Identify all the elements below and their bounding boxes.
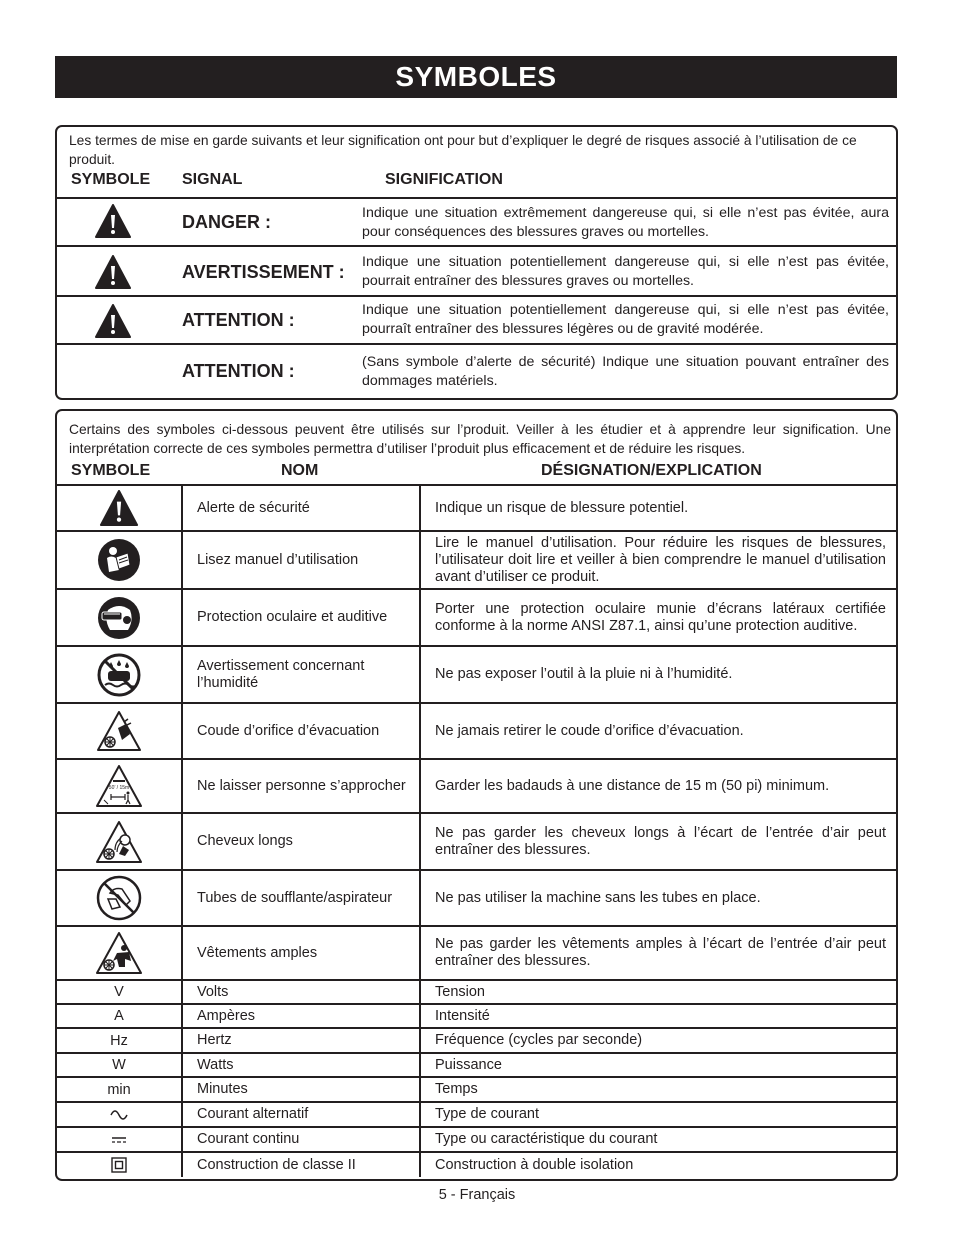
symbol-row: [57, 702, 896, 758]
symbol-name: Courant continu: [181, 1128, 419, 1151]
symbol-row: [57, 588, 896, 645]
page-footer: 5 - Français: [438, 1187, 516, 1203]
symbol-row: [57, 812, 896, 869]
symbol-name: Minutes: [181, 1078, 419, 1101]
symbol-name: Tubes de soufflante/aspirateur: [181, 871, 419, 925]
symbol-row: [57, 758, 896, 812]
symbol-desc: Porter une protection oculaire munie d’écrans latéraux certifiée conforme à la norme ANSI Z87.1, ainsi qu’une protection auditive.: [419, 590, 896, 645]
signal-meaning: Indique une situation potentiellement dangereuse qui, si elle n’est pas évitée, pourrait entraîner des blessures graves ou mortelles.: [362, 254, 889, 289]
header-signal: SIGNAL: [182, 171, 243, 188]
symbol-desc: Construction à double isolation: [419, 1153, 896, 1177]
symbol-row: [57, 645, 896, 702]
eye-ear-protection-icon: [96, 596, 142, 640]
keep-bystanders-away-icon: [95, 764, 143, 808]
symbols-intro: Certains des symboles ci-dessous peuvent être utilisés sur l’produit. Veiller à les étudier et à apprendre leur signification. Une interprétation correcte de ces symboles permettra d’utiliser l’produit plus efficacement et de réduire les risques.: [69, 422, 891, 456]
wet-conditions-icon: [97, 653, 141, 697]
symbol-text: W: [112, 1057, 126, 1073]
class-ii-construction-icon: [111, 1157, 127, 1173]
signal-word: DANGER :: [182, 212, 271, 232]
symbols-box: [55, 409, 898, 1181]
symbol-name: Construction de classe II: [181, 1153, 419, 1177]
symbol-row: [57, 1126, 896, 1151]
symbol-name: Avertissement concernant l’humidité: [181, 647, 419, 702]
symbol-desc: Lire le manuel d’utilisation. Pour réduire les risques de blessures, l’utilisateur doit lire et veiller à bien comprendre le manuel d’utilisation avant d’utiliser ce produit.: [419, 532, 896, 588]
symbol-desc: Ne pas garder les cheveux longs à l’écart de l’entrée d’air peut entraîner des blessures.: [419, 814, 896, 869]
symbol-row: [57, 1027, 896, 1052]
symbol-desc: Ne pas garder les vêtements amples à l’écart de l’entrée d’air peut entraîner des blessures.: [419, 927, 896, 979]
symbol-desc: Intensité: [419, 1005, 896, 1027]
blower-tubes-icon: [96, 875, 142, 921]
symbol-name: Ampères: [181, 1005, 419, 1027]
warning-triangle-icon: [95, 255, 131, 289]
signal-word: ATTENTION :: [182, 310, 295, 330]
symbol-name: Vêtements amples: [181, 927, 419, 979]
header-symbol: SYMBOLE: [71, 171, 151, 188]
direct-current-icon: [111, 1135, 127, 1145]
symbol-desc: Type ou caractéristique du courant: [419, 1128, 896, 1151]
symbol-desc: Type de courant: [419, 1103, 896, 1126]
long-hair-icon: [95, 820, 143, 864]
signal-row-caution: [57, 295, 896, 345]
symbol-row: [57, 1003, 896, 1027]
symbol-name: Cheveux longs: [181, 814, 419, 869]
symbol-text: V: [114, 984, 124, 1000]
alternating-current-icon: [110, 1109, 128, 1121]
symbol-name: Coude d’orifice d’évacuation: [181, 704, 419, 758]
safety-alert-icon: [99, 490, 139, 526]
symbol-row: [57, 530, 896, 588]
symbol-row: [57, 1076, 896, 1101]
signal-meaning: (Sans symbole d’alerte de sécurité) Indique une situation pouvant entraîner des dommages matériels.: [362, 354, 889, 389]
distance-label: 50’ / 15m: [108, 785, 130, 791]
warning-triangle-icon: [95, 204, 131, 238]
read-manual-icon: [97, 538, 141, 582]
symbol-row: [57, 925, 896, 979]
symbol-row: [57, 979, 896, 1003]
symbol-desc: Fréquence (cycles par seconde): [419, 1029, 896, 1052]
symbol-desc: Garder les badauds à une distance de 15 m (50 pi) minimum.: [419, 760, 896, 812]
symbol-desc: Indique un risque de blessure potentiel.: [419, 486, 896, 530]
symbol-desc: Temps: [419, 1078, 896, 1101]
symbol-desc: Ne jamais retirer le coude d’orifice d’évacuation.: [419, 704, 896, 758]
symbol-row: [57, 1101, 896, 1126]
symbol-name: Courant alternatif: [181, 1103, 419, 1126]
symbol-row: [57, 1052, 896, 1076]
header-symbol: SYMBOLE: [71, 462, 151, 479]
symbol-name: Volts: [181, 981, 419, 1003]
discharge-chute-icon: [96, 710, 142, 752]
symbol-name: Ne laisser personne s’approcher: [181, 760, 419, 812]
symbol-text: Hz: [110, 1032, 128, 1049]
symbol-row: [57, 1151, 896, 1177]
signal-word: ATTENTION :: [182, 361, 295, 381]
symbol-name: Alerte de sécurité: [181, 486, 419, 530]
signal-row-danger: [57, 197, 896, 247]
header-designation: DÉSIGNATION/EXPLICATION: [541, 462, 762, 479]
symbol-desc: Tension: [419, 981, 896, 1003]
symbol-name: Hertz: [181, 1029, 419, 1052]
symbol-name: Lisez manuel d’utilisation: [181, 532, 419, 588]
signal-row-warning: [57, 245, 896, 297]
symbol-text: A: [114, 1008, 124, 1024]
signal-meaning: Indique une situation extrêmement dangereuse qui, si elle n’est pas évitée, aura pour conséquences des blessures graves ou mortelles.: [362, 205, 889, 240]
symbol-name: Watts: [181, 1054, 419, 1076]
signal-intro: Les termes de mise en garde suivants et leur signification ont pour but d’expliquer le degré de risques associé à l’utilisation de ce produit.: [69, 133, 857, 167]
symbol-name: Protection oculaire et auditive: [181, 590, 419, 645]
symbol-desc: Ne pas exposer l’outil à la pluie ni à l’humidité.: [419, 647, 896, 702]
warning-triangle-icon: [95, 304, 131, 338]
header-meaning: SIGNIFICATION: [385, 171, 503, 188]
signal-words-box: [55, 125, 898, 400]
header-name: NOM: [281, 462, 319, 479]
symbol-row: [57, 484, 896, 530]
page-title: SYMBOLES: [55, 56, 897, 98]
symbol-desc: Ne pas utiliser la machine sans les tubes en place.: [419, 871, 896, 925]
symbol-text: min: [107, 1081, 131, 1098]
signal-row-notice: [57, 343, 896, 398]
symbol-desc: Puissance: [419, 1054, 896, 1076]
signal-meaning: Indique une situation potentiellement dangereuse qui, si elle n’est pas évitée, pourraît entraîner des blessures légères ou de gravité modérée.: [362, 302, 889, 337]
symbol-row: [57, 869, 896, 925]
loose-clothing-icon: [95, 931, 143, 975]
signal-word: AVERTISSEMENT :: [182, 262, 345, 282]
